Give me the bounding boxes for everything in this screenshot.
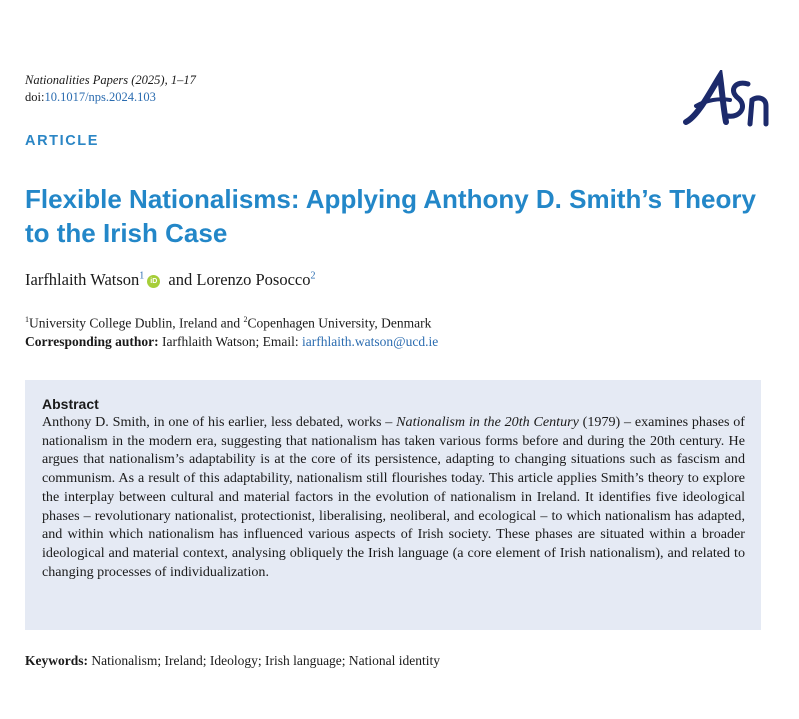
journal-info [25, 72, 196, 106]
affiliation-marker: 1 [139, 270, 145, 282]
abstract-text-part: Anthony D. Smith, in one of his earlier, less debated, works – [42, 414, 397, 430]
corresponding-label: Corresponding author: [25, 333, 159, 349]
email-link[interactable]: iarfhlaith.watson@ucd.ie [302, 333, 439, 349]
journal-name: Nationalities Papers (2025), 1–17 [25, 73, 196, 87]
book-title: Nationalism in the 20th Century [396, 414, 579, 430]
doi-line [25, 89, 196, 106]
author-connector: and [164, 270, 197, 289]
abstract-heading: Abstract [42, 396, 99, 412]
affiliation-marker: 2 [243, 315, 248, 324]
corresponding-author-line [25, 333, 438, 351]
author-name[interactable]: Iarfhlaith Watson [25, 270, 140, 289]
doi-link[interactable]: 10.1017/nps.2024.103 [44, 90, 156, 104]
doi-label: doi: [25, 90, 45, 104]
keywords-text: Nationalism; Ireland; Ideology; Irish language; National identity [88, 653, 441, 668]
article-type-label: ARTICLE [25, 133, 100, 149]
asn-logo [680, 70, 775, 132]
affiliations [25, 311, 438, 351]
affiliation-marker: 2 [310, 270, 316, 282]
institutions-line [25, 311, 438, 333]
orcid-icon[interactable]: iD [147, 275, 160, 288]
abstract-text [42, 413, 745, 581]
keywords-label: Keywords: [25, 653, 88, 668]
institution: Copenhagen University, Denmark [247, 315, 432, 331]
affiliation-marker: 1 [25, 315, 29, 324]
keywords [25, 653, 440, 669]
abstract-section [25, 380, 761, 630]
author-list [25, 270, 315, 290]
abstract-text-part: (1979) – examines phases of nationalism in the modern era, suggesting that nationalism has taken various forms before and during the 20th century. He argues that nationalism’s adaptability is at the core of its persistence, adapting to changing situations such as fascism and communism. As a result of this adaptability, nationalism still flourishes today. This article applies Smith’s theory to explore the interplay between cultural and material factors in the evolution of nationalism in Ireland. It identifies five ideological phases – revolutionary nationalist, protectionist, liberalising, neoliberal, and ecological – to which nationalism has adapted, and within which nationalism has influenced various aspects of Irish society. These phases are situated within a broader ideological and material context, analysing obliquely the Irish language (a core element of Irish nationalism), and related to changing processes of individualization. [42, 414, 745, 580]
author-name[interactable]: Lorenzo Posocco [196, 270, 311, 289]
corresponding-text: Iarfhlaith Watson; Email: [158, 333, 303, 349]
institution: University College Dublin, Ireland and [29, 315, 244, 331]
article-title: Flexible Nationalisms: Applying Anthony D. Smith’s Theory to the Irish Case [25, 184, 756, 248]
